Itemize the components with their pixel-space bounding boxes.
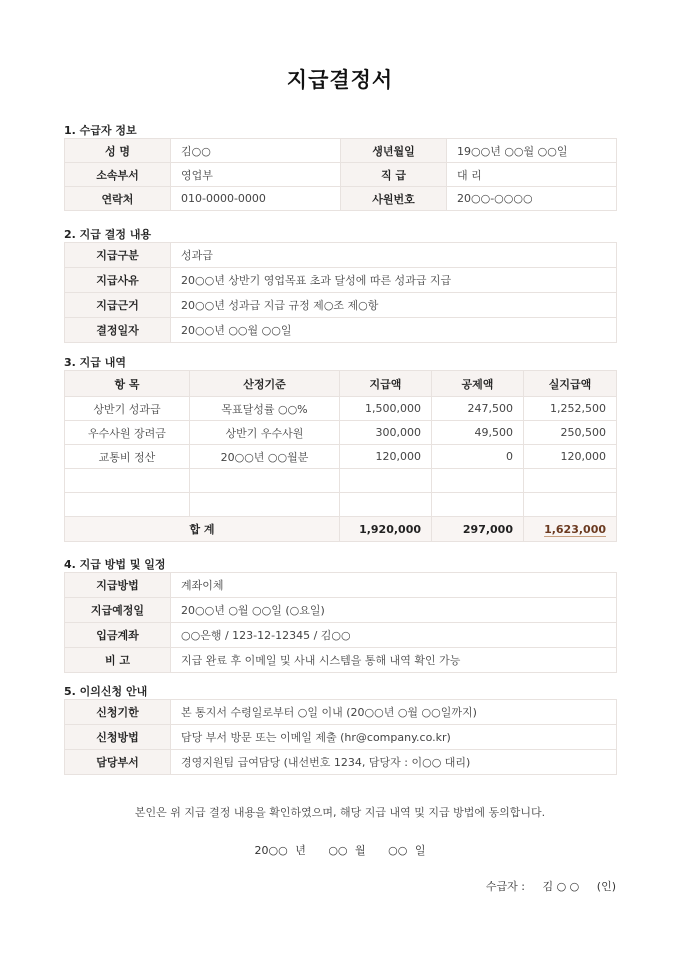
section1-heading: 1. 수급자 정보 (64, 124, 137, 137)
payment-basis-label: 지급근거 (65, 293, 171, 318)
table-row (65, 648, 617, 673)
date-month: ○○ 월 (328, 844, 366, 857)
payment-reason-value: 20○○년 상반기 영업목표 초과 달성에 따른 성과급 지급 (171, 268, 617, 293)
payment-method-table (64, 572, 617, 673)
item-cell: 상반기 성과급 (65, 397, 190, 421)
table-row (65, 293, 617, 318)
net-cell (524, 469, 617, 493)
column-header-deduction: 공제액 (432, 371, 524, 397)
column-header-paid: 지급액 (340, 371, 432, 397)
net-cell: 120,000 (524, 445, 617, 469)
item-cell: 우수사원 장려금 (65, 421, 190, 445)
table-row (65, 139, 617, 163)
position-label: 직 급 (341, 163, 447, 187)
table-row-empty (65, 493, 617, 517)
column-header-item: 항 목 (65, 371, 190, 397)
birthdate-label: 생년월일 (341, 139, 447, 163)
item-cell (65, 493, 190, 517)
signature-date (64, 842, 616, 858)
column-header-net: 실지급액 (524, 371, 617, 397)
payment-type-value: 성과급 (171, 243, 617, 268)
position-value: 대 리 (447, 163, 617, 187)
deduction-cell: 49,500 (432, 421, 524, 445)
basis-cell (190, 493, 340, 517)
section2-heading: 2. 지급 결정 내용 (64, 228, 152, 241)
table-row (65, 268, 617, 293)
consent-statement: 본인은 위 지급 결정 내용을 확인하였으며, 해당 지급 내역 및 지급 방법에 동의합니다. (134, 806, 546, 819)
payment-reason-label: 지급사유 (65, 268, 171, 293)
deadline-value: 본 통지서 수령일로부터 ○일 이내 (20○○년 ○월 ○○일까지) (171, 700, 617, 725)
department-label: 소속부서 (65, 163, 171, 187)
employee-id-label: 사원번호 (341, 187, 447, 211)
table-row (65, 421, 617, 445)
date-year: 20○○ 년 (254, 844, 306, 857)
net-cell: 1,252,500 (524, 397, 617, 421)
payment-details-table (64, 370, 617, 542)
total-row (65, 517, 617, 542)
scheduled-date-label: 지급예정일 (65, 598, 171, 623)
contact-label: 연락처 (65, 187, 171, 211)
deduction-cell: 0 (432, 445, 524, 469)
remarks-label: 비 고 (65, 648, 171, 673)
payment-basis-value: 20○○년 성과급 지급 규정 제○조 제○항 (171, 293, 617, 318)
scheduled-date-value: 20○○년 ○월 ○○일 (○요일) (171, 598, 617, 623)
signature-label: 수급자 : (485, 880, 525, 893)
employee-id-value: 20○○-○○○○ (447, 187, 617, 211)
basis-cell: 목표달성률 ○○% (190, 397, 340, 421)
deduction-cell: 247,500 (432, 397, 524, 421)
decision-content-table (64, 242, 617, 343)
table-row (65, 700, 617, 725)
deadline-label: 신청기한 (65, 700, 171, 725)
table-row (65, 598, 617, 623)
department-value: 영업부 (171, 163, 341, 187)
total-deduction: 297,000 (432, 517, 524, 542)
decision-date-value: 20○○년 ○○월 ○○일 (171, 318, 617, 343)
basis-cell (190, 469, 340, 493)
section3-heading: 3. 지급 내역 (64, 356, 126, 369)
decision-date-label: 결정일자 (65, 318, 171, 343)
name-value: 김○○ (171, 139, 341, 163)
payment-method-label: 지급방법 (65, 573, 171, 598)
remarks-value: 지급 완료 후 이메일 및 사내 시스템을 통해 내역 확인 가능 (171, 648, 617, 673)
recipient-signature (486, 878, 616, 894)
table-header-row (65, 371, 617, 397)
table-row (65, 623, 617, 648)
section4-heading: 4. 지급 방법 및 일정 (64, 558, 166, 571)
table-row (65, 725, 617, 750)
department-in-charge-value: 경영지원팀 급여담당 (내선번호 1234, 담당자 : 이○○ 대리) (171, 750, 617, 775)
deposit-account-label: 입금계좌 (65, 623, 171, 648)
date-day: ○○ 일 (388, 844, 426, 857)
application-method-value: 담당 부서 방문 또는 이메일 제출 (hr@company.co.kr) (171, 725, 617, 750)
payment-type-label: 지급구분 (65, 243, 171, 268)
deduction-cell (432, 469, 524, 493)
total-paid: 1,920,000 (340, 517, 432, 542)
signature-seal: (인) (596, 880, 616, 893)
total-net: 1,623,000 (544, 522, 606, 536)
paid-cell: 1,500,000 (340, 397, 432, 421)
basis-cell: 20○○년 ○○월분 (190, 445, 340, 469)
total-net-cell (524, 517, 617, 542)
item-cell: 교통비 정산 (65, 445, 190, 469)
recipient-info-table (64, 138, 617, 211)
application-method-label: 신청방법 (65, 725, 171, 750)
paid-cell: 120,000 (340, 445, 432, 469)
deduction-cell (432, 493, 524, 517)
paid-cell: 300,000 (340, 421, 432, 445)
payment-method-value: 계좌이체 (171, 573, 617, 598)
paid-cell (340, 469, 432, 493)
paid-cell (340, 493, 432, 517)
column-header-basis: 산정기준 (190, 371, 340, 397)
contact-value: 010-0000-0000 (171, 187, 341, 211)
table-row-empty (65, 469, 617, 493)
basis-cell: 상반기 우수사원 (190, 421, 340, 445)
table-row (65, 397, 617, 421)
section5-heading: 5. 이의신청 안내 (64, 685, 148, 698)
table-row (65, 243, 617, 268)
table-row (65, 750, 617, 775)
table-row (65, 573, 617, 598)
table-row (65, 187, 617, 211)
total-label: 합 계 (65, 517, 340, 542)
table-row (65, 445, 617, 469)
name-label: 성 명 (65, 139, 171, 163)
table-row (65, 163, 617, 187)
objection-info-table (64, 699, 617, 775)
signature-name: 김 ○ ○ (542, 880, 580, 893)
item-cell (65, 469, 190, 493)
document-title: 지급결정서 (286, 68, 394, 92)
department-in-charge-label: 담당부서 (65, 750, 171, 775)
table-row (65, 318, 617, 343)
deposit-account-value: ○○은행 / 123-12-12345 / 김○○ (171, 623, 617, 648)
net-cell: 250,500 (524, 421, 617, 445)
birthdate-value: 19○○년 ○○월 ○○일 (447, 139, 617, 163)
net-cell (524, 493, 617, 517)
